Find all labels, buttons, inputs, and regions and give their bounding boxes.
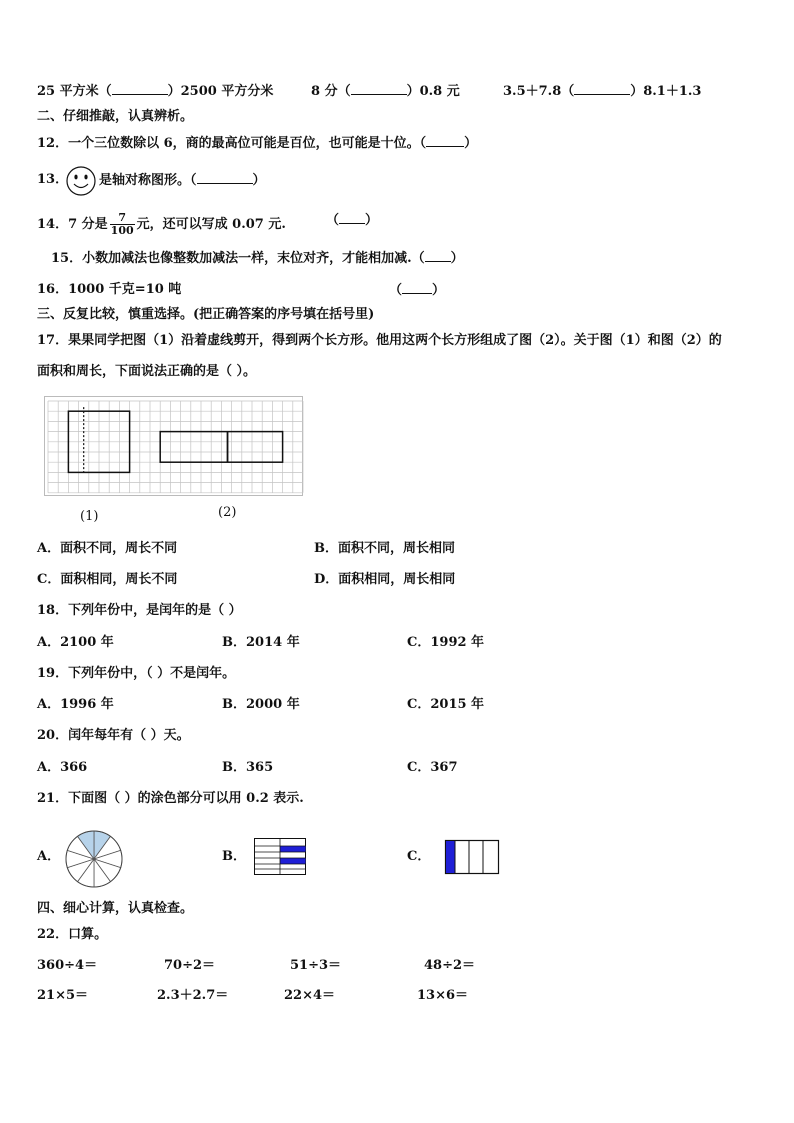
q14-answer <box>326 212 378 229</box>
question-18: 18．下列年份中，是闰年的是（ ） <box>37 603 242 618</box>
paren-left: （ <box>326 213 340 228</box>
q13-end: ） <box>252 173 266 188</box>
answer-blank[interactable] <box>112 83 168 95</box>
q19-option-c[interactable]: C．2015 年 <box>407 697 485 712</box>
question-15 <box>51 250 464 267</box>
calc-item: 13×6＝ <box>417 988 469 1003</box>
calc-item: 70÷2＝ <box>164 958 216 973</box>
fraction-numerator: 7 <box>110 212 135 225</box>
question-17-line-1: 17．果果同学把图（1）沿着虚线剪开，得到两个长方形。他用这两个长方形组成了图（2）。关于图（1）和图（2）的 <box>37 333 722 348</box>
q11-a-right: ）2500 平方分米 <box>167 84 274 99</box>
q18-option-c[interactable]: C．1992 年 <box>407 635 485 650</box>
q11-c-left: 3.5＋7.8（ <box>503 84 575 99</box>
answer-blank[interactable] <box>425 250 451 262</box>
q11-compare-c <box>503 83 701 100</box>
q20-option-c[interactable]: C．367 <box>407 760 458 775</box>
q21-option-b-label[interactable]: B． <box>222 849 246 864</box>
question-20: 20．闰年每年有（ ）天。 <box>37 728 190 743</box>
question-21: 21．下面图（ ）的涂色部分可以用 0.2 表示. <box>37 791 304 806</box>
q13-number: 13． <box>37 172 69 187</box>
q18-option-b[interactable]: B．2014 年 <box>222 635 300 650</box>
q19-option-a[interactable]: A．1996 年 <box>37 697 114 712</box>
question-16: 16．1000 千克=10 吨 <box>37 282 182 297</box>
section-2-heading: 二、仔细推敲，认真辨析。 <box>37 109 194 124</box>
paren-right: ） <box>432 283 446 298</box>
section-3-heading: 三、反复比较，慎重选择。(把正确答案的序号填在括号里) <box>37 307 375 322</box>
figure-label-1: (1) <box>80 509 99 524</box>
answer-blank[interactable] <box>197 172 253 184</box>
q11-c-right: ）8.1＋1.3 <box>630 84 702 99</box>
shaded-stripe <box>280 846 306 852</box>
q11-compare-b <box>311 83 460 100</box>
q21-option-a-label[interactable]: A． <box>37 849 61 864</box>
q16-answer <box>389 282 445 299</box>
figure-label-2: (2) <box>218 505 237 520</box>
paren-left: （ <box>389 283 403 298</box>
calc-item: 51÷3＝ <box>290 958 342 973</box>
calc-item: 360÷4＝ <box>37 958 98 973</box>
q11-b-left: 8 分（ <box>311 84 351 99</box>
question-13 <box>99 172 266 189</box>
paren-right: ） <box>365 213 379 228</box>
q20-option-b[interactable]: B．365 <box>222 760 274 775</box>
q15-end: ） <box>450 251 464 266</box>
q12-text: 12．一个三位数除以 6，商的最高位可能是百位，也可能是十位。（ <box>37 136 427 151</box>
q17-option-b[interactable]: B．面积不同，周长相同 <box>314 541 455 556</box>
q17-option-a[interactable]: A．面积不同，周长不同 <box>37 541 178 556</box>
fraction <box>110 212 135 237</box>
q14-text-a: 14．7 分是 <box>37 217 108 232</box>
answer-blank[interactable] <box>574 83 630 95</box>
q20-option-a[interactable]: A．366 <box>37 760 88 775</box>
question-22: 22．口算。 <box>37 927 108 942</box>
calc-item: 22×4＝ <box>284 988 336 1003</box>
calc-item: 48÷2＝ <box>424 958 476 973</box>
q14-text-b: 元，还可以写成 0.07 元. <box>136 217 286 232</box>
q21-option-c-label[interactable]: C． <box>407 849 431 864</box>
question-17-line-2: 面积和周长，下面说法正确的是（ ）。 <box>37 364 257 379</box>
q19-option-b[interactable]: B．2000 年 <box>222 697 300 712</box>
calc-item: 21×5＝ <box>37 988 89 1003</box>
answer-blank[interactable] <box>402 282 432 294</box>
q11-compare-a <box>37 83 273 100</box>
answer-blank[interactable] <box>339 212 365 224</box>
q17-option-c[interactable]: C．面积相同，周长不同 <box>37 572 178 587</box>
q21-bar-figure[interactable] <box>445 840 499 874</box>
shaded-part <box>446 841 455 873</box>
q21-stripes-figure[interactable] <box>254 838 306 875</box>
smiley-face-icon <box>65 165 97 197</box>
q17-option-d[interactable]: D．面积相同，周长相同 <box>314 572 456 587</box>
q11-b-right: ）0.8 元 <box>406 84 460 99</box>
q18-option-a[interactable]: A．2100 年 <box>37 635 114 650</box>
q13-text: 是轴对称图形。（ <box>99 173 197 188</box>
question-19: 19．下列年份中，（ ）不是闰年。 <box>37 666 236 681</box>
section-4-heading: 四、细心计算，认真检查。 <box>37 901 194 916</box>
fraction-denominator: 100 <box>110 224 134 237</box>
q11-a-left: 25 平方米（ <box>37 84 112 99</box>
q12-end: ） <box>464 136 478 151</box>
answer-blank[interactable] <box>426 135 464 147</box>
question-14 <box>37 212 286 237</box>
question-12 <box>37 135 477 152</box>
shaded-stripe <box>280 858 306 864</box>
calc-item: 2.3＋2.7＝ <box>157 988 229 1003</box>
q17-grid-figure <box>44 396 304 496</box>
answer-blank[interactable] <box>351 83 407 95</box>
q21-circle-figure[interactable] <box>64 829 124 889</box>
q15-text: 15．小数加减法也像整数加减法一样，末位对齐，才能相加减.（ <box>51 251 425 266</box>
